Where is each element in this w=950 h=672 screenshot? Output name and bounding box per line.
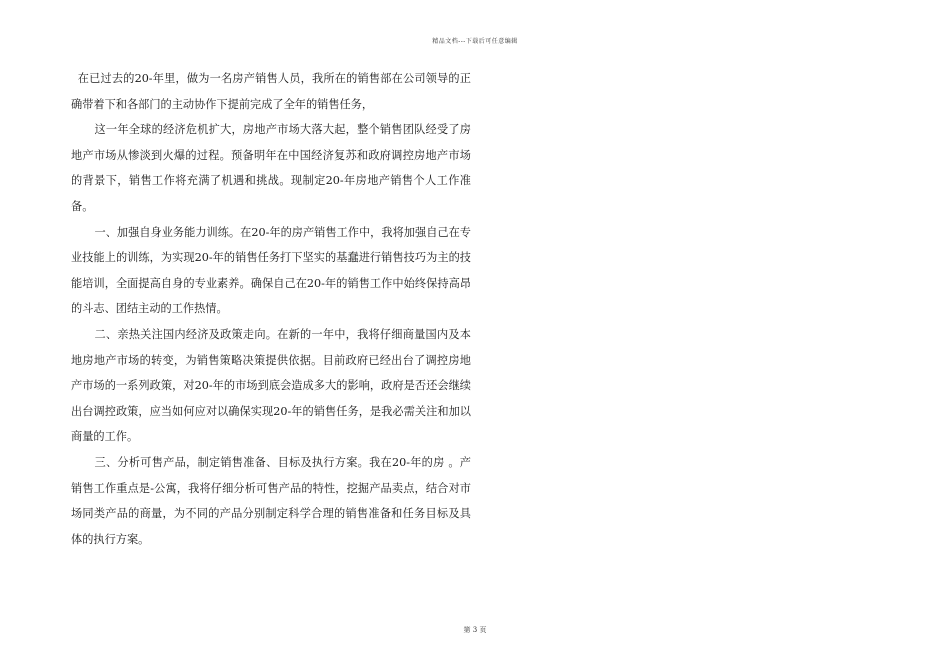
paragraph-item-1: 一、加强自身业务能力训练。在20-年的房产销售工作中，我将加强自己在专业技能上的训练，为实现20-年的销售任务打下坚实的基蠢进行销售技巧为主的技能培训，全面提高自身的专业素养。确保自己在20-年的销售工作中始终保持高昂的斗志、团结主动的工作热情。	[71, 225, 471, 316]
document-body	[71, 66, 471, 552]
header-note: 精品文档---下载后可任意编辑	[432, 38, 518, 45]
paragraph-intro: 在已过去的20-年里，做为一名房产销售人员，我所在的销售部在公司领导的正确带着下和各部门的主动协作下提前完成了全年的销售任务，	[71, 72, 471, 111]
paragraph-background: 这一年全球的经济危机扩大，房地产市场大落大起，整个销售团队经受了房地产市场从惨淡到火爆的过程。预备明年在中国经济复苏和政府调控房地产市场的背景下，销售工作将充满了机遇和挑战。现制定20-年房地产销售个人工作准备。	[71, 123, 471, 213]
page-number: 第 3 页	[463, 626, 487, 634]
paragraph-item-3: 三、分析可售产品，制定销售准备、目标及执行方案。我在20-年的房 。产销售工作重点是-公寓，我将仔细分析可售产品的特性，挖掘产品卖点，结合对市场同类产品的商量，为不同的产品分别制定科学合理的销售准备和任务目标及具体的执行方案。	[71, 455, 471, 546]
paragraph-item-2: 二、亲热关注国内经济及政策走向。在新的一年中，我将仔细商量国内及本地房地产市场的转变，为销售策略决策提供依据。目前政府已经出台了调控房地产市场的一系列政策，对20-年的市场到底会造成多大的影响，政府是否还会继续出台调控政策，应当如何应对以确保实现20-年的销售任务，是我必需关注和加以商量的工作。	[71, 327, 471, 444]
